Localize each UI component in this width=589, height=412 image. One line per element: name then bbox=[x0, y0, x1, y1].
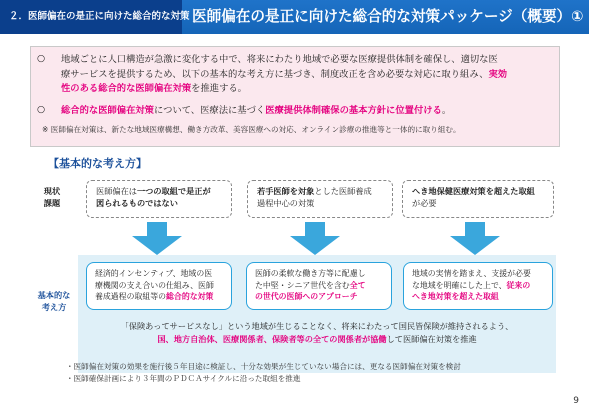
concept-summary-text: して医師偏在対策を推進 bbox=[386, 334, 477, 344]
page-title: 医師偏在の是正に向けた総合的な対策パッケージ（概要）① bbox=[192, 8, 584, 25]
summary-bullet-1: ○ bbox=[37, 53, 46, 64]
issue-text: 医師偏在は bbox=[96, 186, 137, 196]
approach-emphasis: へき地対策を超えた取組 bbox=[412, 292, 499, 302]
approach-text: 療機関の支え合いの仕組み、医師 bbox=[95, 280, 214, 290]
summary-line bbox=[61, 82, 507, 97]
footer-note-1 bbox=[66, 361, 461, 373]
summary-paragraph-2 bbox=[61, 104, 451, 119]
down-arrow-icon bbox=[290, 222, 340, 255]
summary-box bbox=[30, 46, 560, 147]
footer-bullet: ・ bbox=[66, 362, 74, 371]
down-arrows bbox=[0, 220, 589, 258]
concept-summary-line-1: 「保険あってサービスなし」という地域が生じることなく、将来にわたって国民皆保険が維持されるよう、 bbox=[120, 321, 514, 331]
summary-emphasis: 総合的な医師偏在対策 bbox=[61, 105, 154, 116]
footer-text: 医師確保計画により３年間のＰＤＣＡサイクルに沿った取組を推進 bbox=[73, 374, 301, 383]
summary-paragraph-1 bbox=[61, 53, 507, 97]
approach-emphasis: 総合的な対策 bbox=[166, 292, 214, 302]
approach-text: 地域の実情を踏まえ、支援が必要 bbox=[412, 269, 531, 278]
summary-line bbox=[61, 53, 507, 68]
approach-row-label bbox=[34, 289, 74, 313]
issue-text: 過程中心の対策 bbox=[257, 198, 315, 208]
approach-box-2 bbox=[246, 262, 392, 310]
summary-text: 。 bbox=[441, 105, 452, 116]
summary-text: を推進する。 bbox=[191, 83, 247, 95]
concept-summary-emphasis: 国、地方自治体、医療関係者、保険者等の全ての関係者が協働 bbox=[157, 334, 387, 344]
summary-text: 地域ごとに人口構造が急激に変化する中で、将来にわたり地域で必要な医療提供体制を確保し、適切な医 bbox=[61, 54, 498, 65]
issues-label-line: 課題 bbox=[43, 198, 61, 208]
approach-text: 養成過程の取組等の bbox=[95, 292, 167, 302]
approach-box-1 bbox=[86, 262, 232, 310]
approach-emphasis: 従来の bbox=[506, 280, 531, 290]
summary-emphasis: 実効 bbox=[488, 68, 508, 80]
issue-text-bold: 図られるものではない bbox=[96, 198, 178, 208]
summary-emphasis: 医療提供体制確保の基本方針に位置付ける bbox=[265, 105, 442, 116]
issue-text: とした医師養成 bbox=[314, 186, 372, 196]
issue-text-bold: 一つの取組で是正が bbox=[136, 186, 211, 196]
section-tag: ２．医師偏在の是正に向けた総合的な対策 bbox=[0, 0, 182, 34]
issue-box-2 bbox=[247, 180, 393, 218]
approach-text: た中堅・シニア世代を含む bbox=[255, 280, 350, 290]
concept-heading: 【基本的な考え方】 bbox=[48, 157, 147, 170]
footer-bullet: ・ bbox=[66, 374, 74, 383]
approach-label-line: 考え方 bbox=[41, 302, 67, 312]
down-arrow-icon bbox=[132, 222, 182, 255]
summary-bullet-2: ○ bbox=[37, 104, 46, 115]
summary-text: について、医療法に基づく bbox=[153, 105, 266, 116]
issue-box-1 bbox=[86, 180, 232, 218]
approach-emphasis: 全て bbox=[349, 280, 366, 290]
issue-box-3 bbox=[402, 180, 554, 218]
down-arrow-icon bbox=[450, 222, 500, 255]
issues-label-line: 現状 bbox=[43, 186, 61, 196]
page-number: 9 bbox=[573, 396, 579, 406]
issue-text: が必要 bbox=[412, 198, 437, 208]
footer-note-2 bbox=[66, 373, 301, 385]
issue-text-bold: へき地保健医療対策を超えた取組 bbox=[412, 186, 535, 196]
approach-emphasis: の世代の医師へのアプローチ bbox=[255, 292, 358, 302]
approach-text: な地域を明確にした上で、 bbox=[412, 280, 507, 290]
approach-text: 医師の柔軟な働き方等に配慮し bbox=[255, 269, 366, 278]
summary-emphasis: 性のある総合的な医師偏在対策 bbox=[61, 83, 192, 95]
issue-text-bold: 若手医師を対象 bbox=[257, 186, 315, 196]
summary-text: 療サービスを提供するため、以下の基本的な考え方に基づき、制度改正を含め必要な対応に取り組み、 bbox=[61, 68, 489, 80]
summary-note: ※ 医師偏在対策は、新たな地域医療構想、働き方改革、美容医療への対応、オンライン診療の推進等と一体的に取り組む。 bbox=[42, 125, 461, 134]
footer-text: 医師偏在対策の効果を施行後５年目途に検証し、十分な効果が生じていない場合には、更なる医師偏在対策を検討 bbox=[73, 362, 461, 371]
summary-line bbox=[61, 68, 507, 83]
concept-summary-line-2 bbox=[78, 333, 556, 346]
approach-text: 経済的インセンティブ、地域の医 bbox=[95, 269, 213, 278]
approach-box-3 bbox=[403, 262, 553, 310]
issues-row-label bbox=[36, 185, 68, 209]
approach-label-line: 基本的な bbox=[37, 290, 71, 300]
